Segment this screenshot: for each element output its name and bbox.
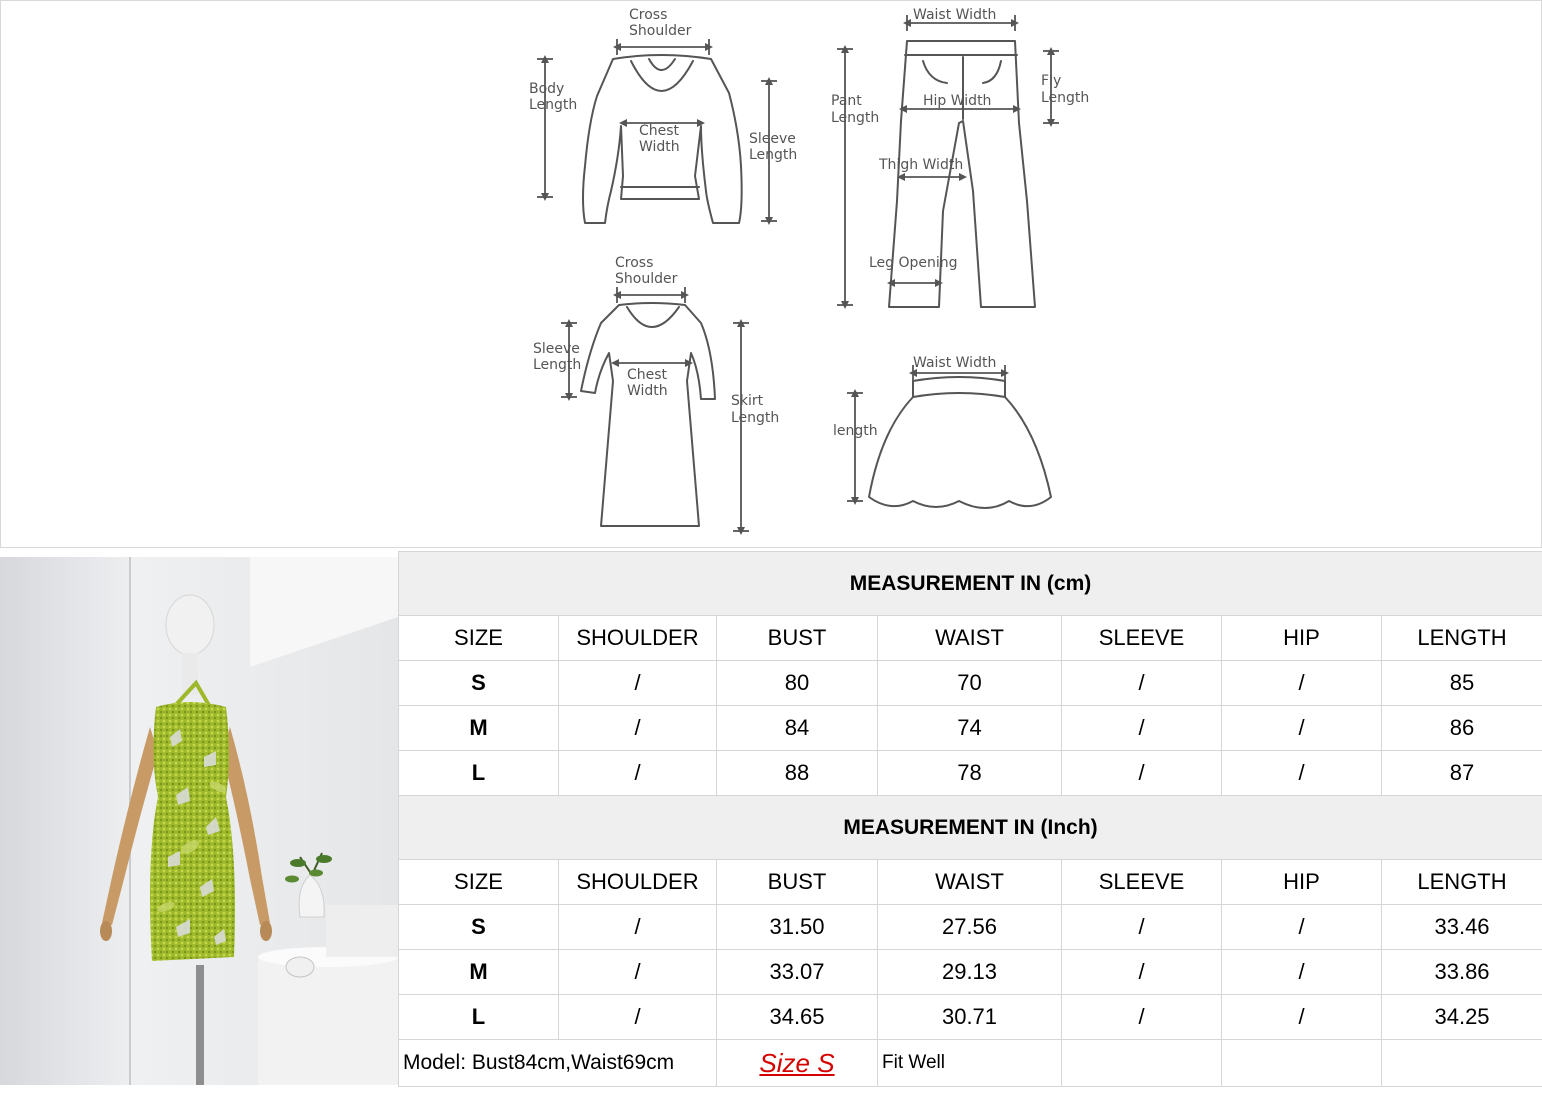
dress-skirt-length-label-2: Length	[731, 410, 780, 426]
table-row	[399, 706, 1542, 751]
shoulder-cell: /	[559, 950, 717, 995]
hip-cell: /	[1222, 751, 1382, 796]
inch-column-headers	[399, 860, 1542, 905]
dress-garment-sketch	[581, 303, 715, 526]
dress-cross-shoulder-label-1: Cross	[615, 255, 654, 271]
table-row	[399, 751, 1542, 796]
size-cell: S	[399, 661, 559, 706]
pants-fly-length-label-1: Fly	[1041, 73, 1062, 89]
sleeve-cell: /	[1062, 905, 1222, 950]
top-sleeve-length-label-1: Sleeve	[749, 131, 796, 147]
pants-leg-opening-label: Leg Opening	[869, 255, 958, 271]
table-row	[399, 661, 1542, 706]
column-header-hip: HIP	[1222, 616, 1382, 661]
bust-cell: 34.65	[717, 995, 878, 1040]
column-header-shoulder: SHOULDER	[559, 616, 717, 661]
cm-section-header	[399, 552, 1542, 616]
inch-section-header	[399, 796, 1542, 860]
column-header-length: LENGTH	[1382, 860, 1542, 905]
hip-cell: /	[1222, 661, 1382, 706]
pants-fly-length-label-2: Length	[1041, 90, 1090, 106]
dress-cross-shoulder-label-2: Shoulder	[615, 271, 678, 287]
column-header-waist: WAIST	[878, 616, 1062, 661]
sleeve-cell: /	[1062, 661, 1222, 706]
waist-cell: 30.71	[878, 995, 1062, 1040]
top-body-length-label-1: Body	[529, 81, 565, 97]
top-cross-shoulder-label-2: Shoulder	[629, 23, 692, 39]
column-header-bust: BUST	[717, 616, 878, 661]
dress-chest-width-label-2: Width	[627, 383, 668, 399]
model-measurements: Model: Bust84cm,Waist69cm	[399, 1040, 717, 1087]
shoulder-cell: /	[559, 995, 717, 1040]
length-cell: 87	[1382, 751, 1542, 796]
measurement-diagram	[1, 1, 1542, 549]
skirt-waist-width-label: Waist Width	[913, 355, 997, 371]
sleeve-cell: /	[1062, 950, 1222, 995]
cm-column-headers	[399, 616, 1542, 661]
column-header-size: SIZE	[399, 616, 559, 661]
column-header-shoulder: SHOULDER	[559, 860, 717, 905]
bust-cell: 33.07	[717, 950, 878, 995]
size-cell: S	[399, 905, 559, 950]
length-cell: 33.46	[1382, 905, 1542, 950]
top-sleeve-length-label-2: Length	[749, 147, 798, 163]
product-photo	[0, 557, 398, 1085]
shoulder-cell: /	[559, 905, 717, 950]
inch-section-title: MEASUREMENT IN (Inch)	[399, 796, 1542, 860]
column-header-length: LENGTH	[1382, 616, 1542, 661]
length-cell: 33.86	[1382, 950, 1542, 995]
column-header-waist: WAIST	[878, 860, 1062, 905]
shoulder-cell: /	[559, 661, 717, 706]
top-chest-width-label-2: Width	[639, 139, 680, 155]
waist-cell: 27.56	[878, 905, 1062, 950]
model-size: Size S	[717, 1040, 878, 1087]
length-cell: 86	[1382, 706, 1542, 751]
pants-pant-length-label-1: Pant	[831, 93, 862, 109]
waist-cell: 29.13	[878, 950, 1062, 995]
bust-cell: 88	[717, 751, 878, 796]
size-chart-table	[398, 551, 1542, 1087]
column-header-size: SIZE	[399, 860, 559, 905]
column-header-hip: HIP	[1222, 860, 1382, 905]
hip-cell: /	[1222, 995, 1382, 1040]
empty-cell	[1382, 1040, 1542, 1087]
empty-cell	[1222, 1040, 1382, 1087]
bust-cell: 80	[717, 661, 878, 706]
waist-cell: 78	[878, 751, 1062, 796]
empty-cell	[1062, 1040, 1222, 1087]
top-cross-shoulder-label-1: Cross	[629, 7, 668, 23]
column-header-bust: BUST	[717, 860, 878, 905]
top-chest-width-label-1: Chest	[639, 123, 680, 139]
shoulder-cell: /	[559, 751, 717, 796]
size-cell: L	[399, 751, 559, 796]
size-cell: M	[399, 706, 559, 751]
waist-cell: 74	[878, 706, 1062, 751]
hip-cell: /	[1222, 706, 1382, 751]
table-row	[399, 950, 1542, 995]
pants-waist-width-label: Waist Width	[913, 7, 997, 23]
dress-skirt-length-label-1: Skirt	[731, 393, 764, 409]
size-cell: L	[399, 995, 559, 1040]
pants-pant-length-label-2: Length	[831, 110, 880, 126]
column-header-sleeve: SLEEVE	[1062, 616, 1222, 661]
table-row	[399, 905, 1542, 950]
dress-sleeve-length-label-1: Sleeve	[533, 341, 580, 357]
bust-cell: 31.50	[717, 905, 878, 950]
model-fit: Fit Well	[878, 1040, 1062, 1087]
sleeve-cell: /	[1062, 995, 1222, 1040]
mannequin-dress-image	[0, 557, 398, 1085]
dress-chest-width-label-1: Chest	[627, 367, 668, 383]
length-cell: 34.25	[1382, 995, 1542, 1040]
pants-thigh-width-label: Thigh Width	[879, 157, 964, 173]
hip-cell: /	[1222, 950, 1382, 995]
sleeve-cell: /	[1062, 706, 1222, 751]
sleeve-cell: /	[1062, 751, 1222, 796]
table-row	[399, 995, 1542, 1040]
shoulder-cell: /	[559, 706, 717, 751]
hip-cell: /	[1222, 905, 1382, 950]
model-info-row	[399, 1040, 1542, 1087]
dress-sleeve-length-label-2: Length	[533, 357, 582, 373]
skirt-length-label: length	[833, 423, 878, 439]
bust-cell: 84	[717, 706, 878, 751]
length-cell: 85	[1382, 661, 1542, 706]
waist-cell: 70	[878, 661, 1062, 706]
skirt-garment-sketch	[869, 377, 1051, 508]
top-body-length-label-2: Length	[529, 97, 578, 113]
cm-section-title: MEASUREMENT IN (cm)	[399, 552, 1542, 616]
column-header-sleeve: SLEEVE	[1062, 860, 1222, 905]
pants-hip-width-label: Hip Width	[923, 93, 992, 109]
size-cell: M	[399, 950, 559, 995]
